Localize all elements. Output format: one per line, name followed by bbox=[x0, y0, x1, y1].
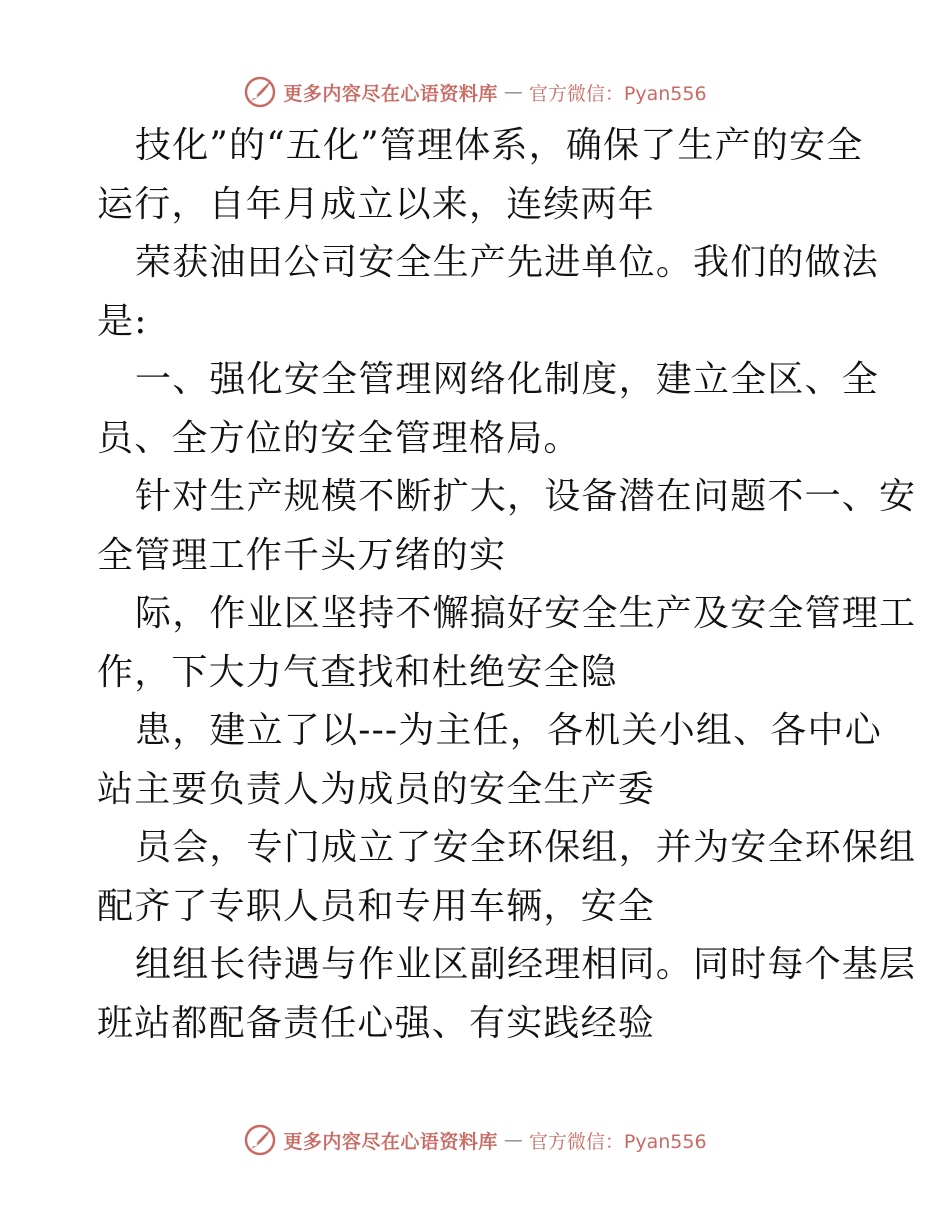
watermark-separator: — bbox=[503, 81, 523, 103]
document-body bbox=[97, 117, 917, 1053]
watermark-wechat: 官方微信：Pyan556 bbox=[528, 82, 707, 105]
text-line: 患，建立了以---为主任，各机关小组、各中心 bbox=[135, 710, 882, 751]
footer-watermark bbox=[0, 1118, 950, 1162]
watermark-brand: 更多内容尽在心语资料库 bbox=[283, 82, 498, 105]
text-line: 际，作业区坚持不懈搞好安全生产及安全管理工 bbox=[135, 593, 917, 634]
text-line: 一、强化安全管理网络化制度，建立全区、全 bbox=[135, 359, 880, 400]
quill-circle-icon bbox=[243, 1123, 277, 1157]
text-line: 运行，自年月成立以来，连续两年 bbox=[97, 183, 656, 225]
text-line: 班站都配备责任心强、有实践经验 bbox=[97, 1002, 656, 1044]
text-line: 针对生产规模不断扩大，设备潜在问题不一、安 bbox=[135, 476, 917, 517]
text-line: 员、全方位的安全管理格局。 bbox=[97, 417, 581, 459]
text-line: 组组长待遇与作业区副经理相同。同时每个基层 bbox=[135, 944, 917, 985]
watermark-wechat: 官方微信：Pyan556 bbox=[528, 1130, 707, 1153]
text-line: 配齐了专职人员和专用车辆，安全 bbox=[97, 885, 656, 927]
text-line: 全管理工作千头万绪的实 bbox=[97, 534, 507, 576]
text-line: 是: bbox=[97, 300, 148, 342]
text-line: 荣获油田公司安全生产先进单位。我们的做法 bbox=[135, 242, 880, 283]
header-watermark bbox=[0, 70, 950, 114]
text-line: 员会，专门成立了安全环保组，并为安全环保组 bbox=[135, 827, 917, 868]
text-line: 站主要负责人为成员的安全生产委 bbox=[97, 768, 656, 810]
quill-circle-icon bbox=[243, 75, 277, 109]
text-line: 作，下大力气查找和杜绝安全隐 bbox=[97, 651, 618, 693]
watermark-brand: 更多内容尽在心语资料库 bbox=[283, 1130, 498, 1153]
watermark-separator: — bbox=[503, 1129, 523, 1151]
text-line: 技化”的“五化”管理体系，确保了生产的安全 bbox=[135, 125, 864, 166]
